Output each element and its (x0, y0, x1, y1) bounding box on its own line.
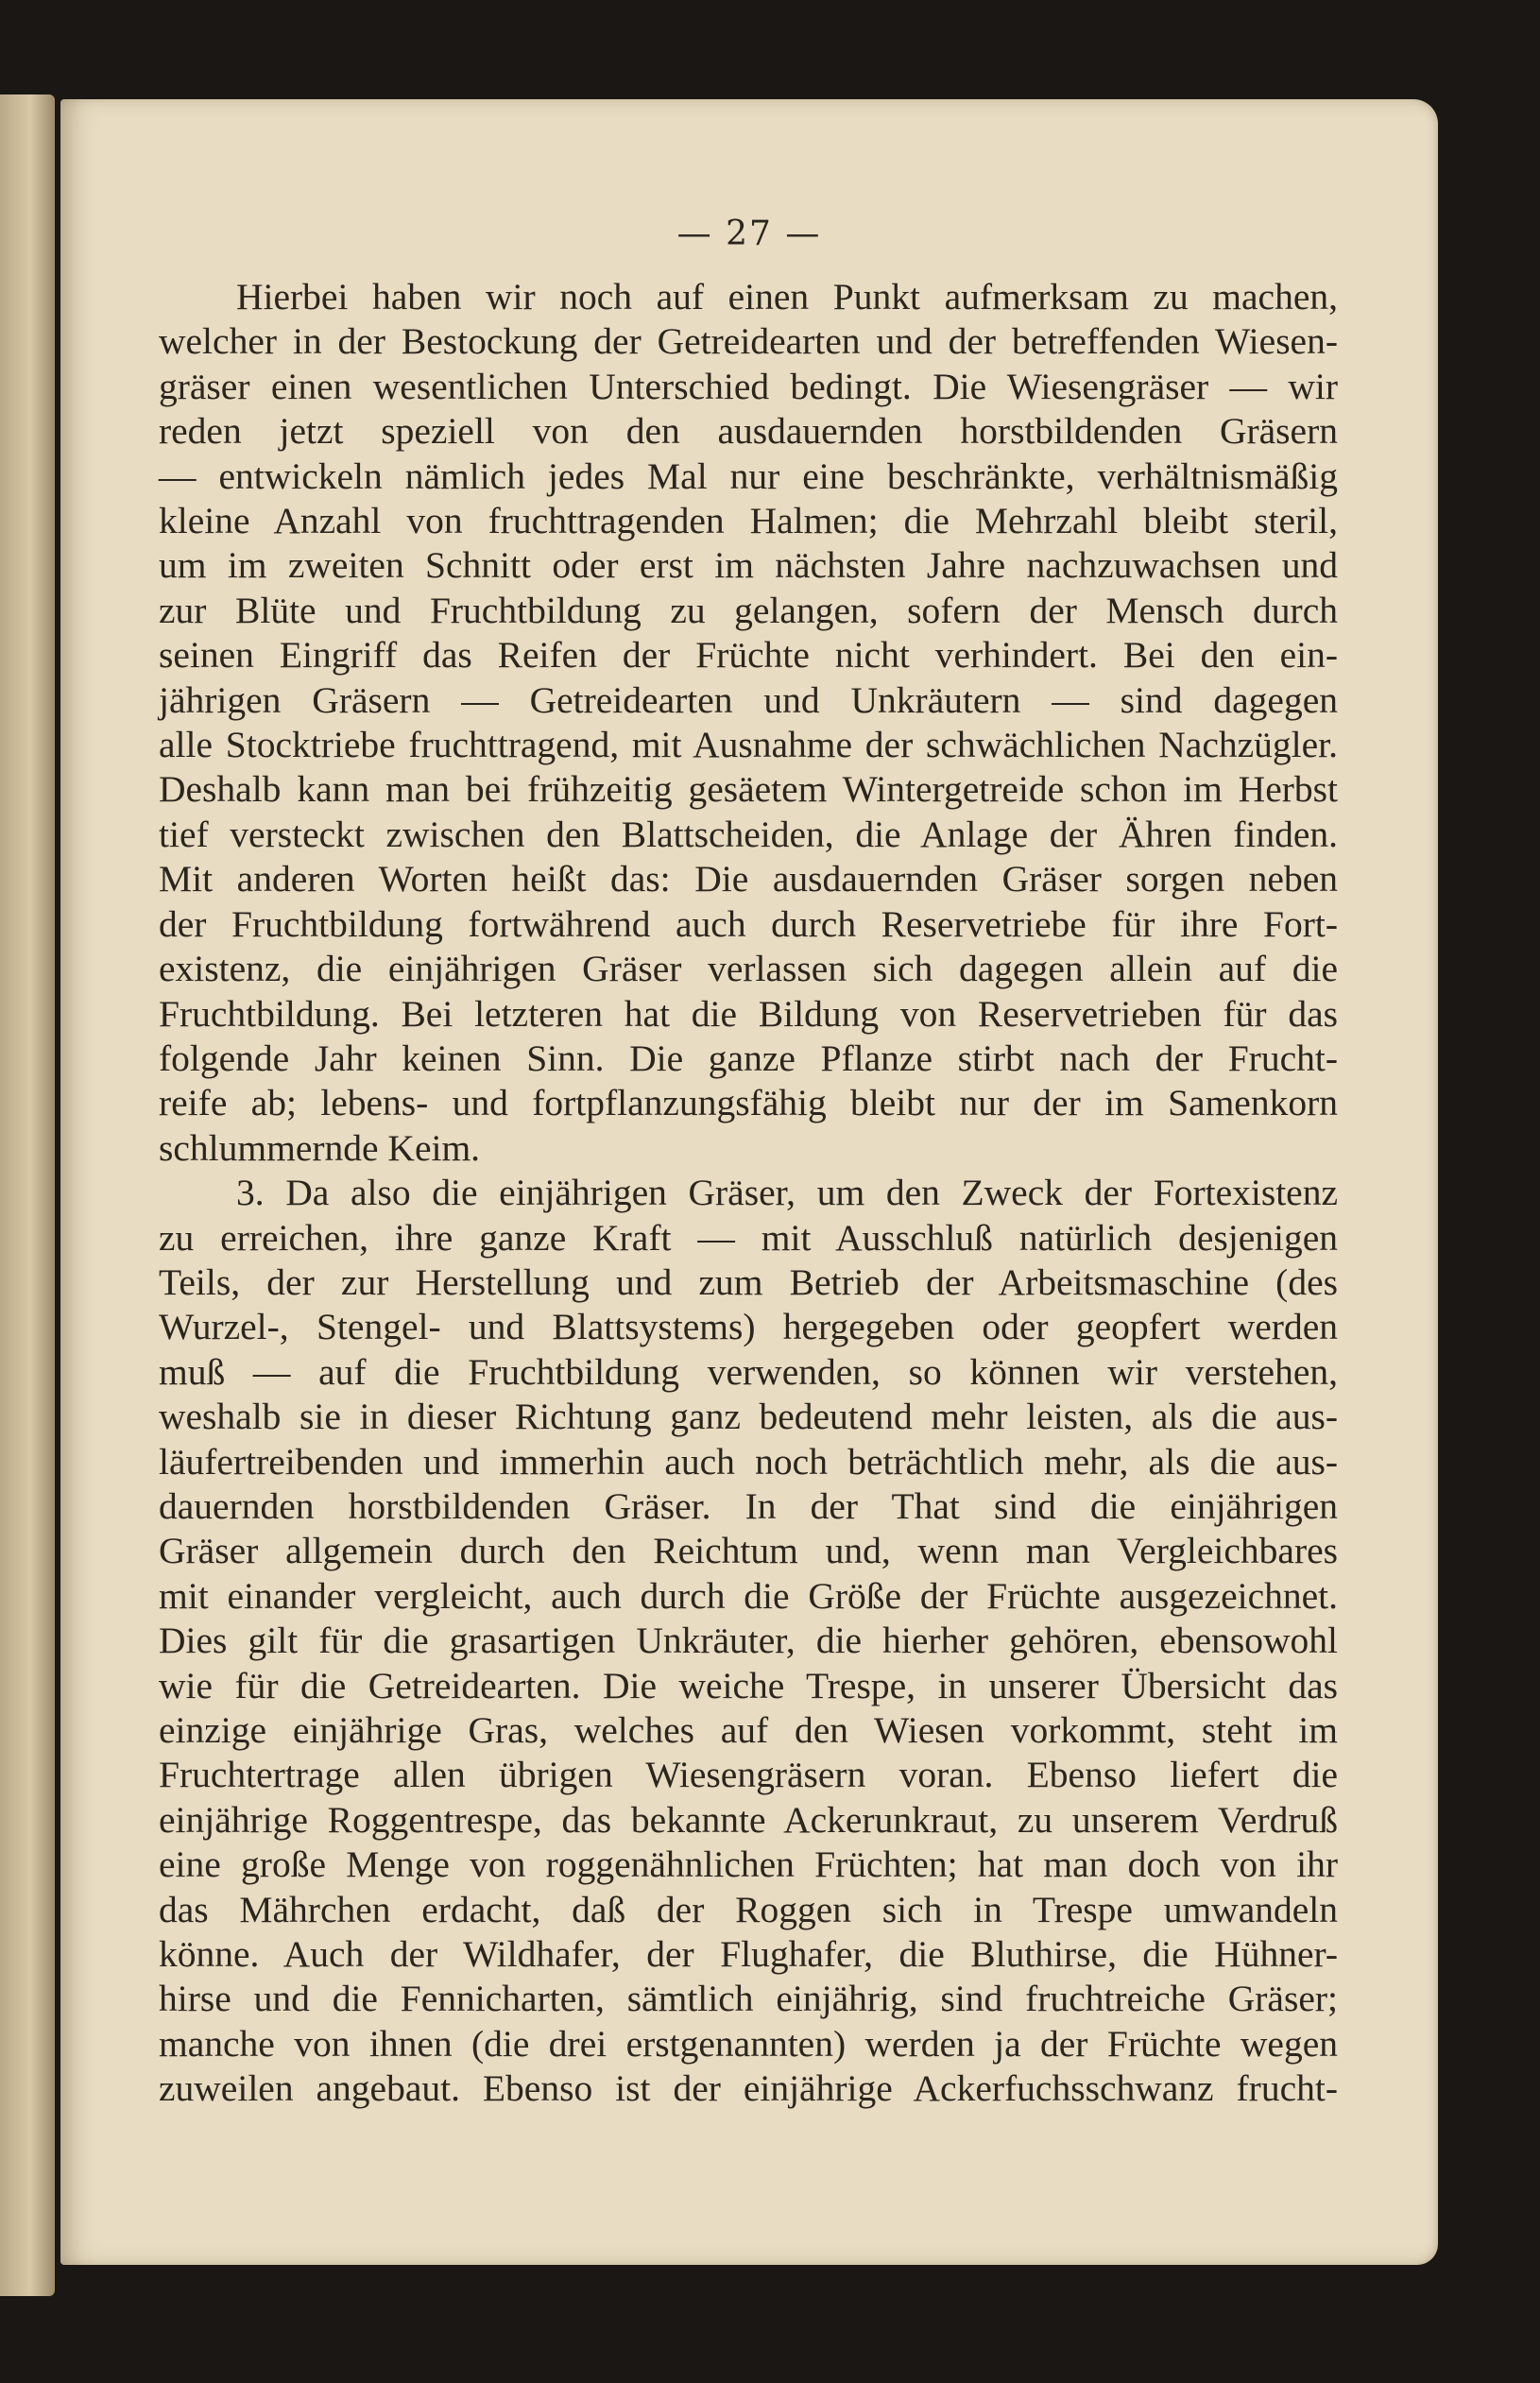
text-line: Fruchtbildung. Bei letzteren hat die Bildung von Reservetrieben für das (159, 992, 1338, 1035)
text-line: einjährige Roggentrespe, das bekannte Ackerunkraut, zu unserem Verdruß (159, 1798, 1338, 1841)
text-line: seinen Eingriff das Reifen der Früchte nicht verhindert. Bei den ein- (159, 634, 1338, 677)
text-line: weshalb sie in dieser Richtung ganz bedeutend mehr leisten, als die aus- (159, 1396, 1338, 1438)
text-line: kleine Anzahl von fruchttragenden Halmen; die Mehrzahl bleibt steril, (159, 500, 1338, 542)
text-line: wie für die Getreidearten. Die weiche Trespe, in unserer Übersicht das (159, 1664, 1338, 1706)
text-line: tief versteckt zwischen den Blattscheiden, die Anlage der Ähren finden. (159, 813, 1338, 855)
text-line: folgende Jahr keinen Sinn. Die ganze Pflanze stirbt nach der Frucht- (159, 1037, 1338, 1079)
text-line: hirse und die Fennicharten, sämtlich einjährig, sind fruchtreiche Gräser; (159, 1978, 1338, 2020)
text-line: gräser einen wesentlichen Unterschied bedingt. Die Wiesengräser — wir (159, 365, 1338, 407)
text-line: könne. Auch der Wildhafer, der Flughafer, die Bluthirse, die Hühner- (159, 1933, 1338, 1976)
text-line: dauernden horstbildenden Gräser. In der That sind die einjährigen (159, 1484, 1338, 1527)
text-line: einzige einjährige Gras, welches auf den Wiesen vorkommt, steht im (159, 1709, 1338, 1751)
text-line: jährigen Gräsern — Getreidearten und Unkräutern — sind dagegen (159, 678, 1338, 721)
text-line: Gräser allgemein durch den Reichtum und, wenn man Vergleichbares (159, 1530, 1338, 1572)
text-line: zur Blüte und Fruchtbildung zu gelangen, sofern der Mensch durch (159, 589, 1338, 631)
text-line: zu erreichen, ihre ganze Kraft — mit Ausschluß natürlich desjenigen (159, 1216, 1338, 1259)
text-line: läufertreibenden und immerhin auch noch beträchtlich mehr, als die aus- (159, 1440, 1338, 1483)
text-line: Dies gilt für die grasartigen Unkräuter, die hierher gehören, ebensowohl (159, 1620, 1338, 1662)
facing-page-edge (0, 94, 55, 2296)
text-line: reden jetzt speziell von den ausdauernden horstbildenden Gräsern (159, 410, 1338, 453)
text-line: Wurzel-, Stengel- und Blattsystems) hergegeben oder geopfert werden (159, 1306, 1338, 1348)
text-line: Mit anderen Worten heißt das: Die ausdauernden Gräser sorgen neben (159, 858, 1338, 900)
text-line: welcher in der Bestockung der Getreidearten und der betreffenden Wiesen- (159, 320, 1338, 363)
text-line: zuweilen angebaut. Ebenso ist der einjährige Ackerfuchsschwanz frucht- (159, 2067, 1338, 2110)
text-line: reife ab; lebens- und fortpflanzungsfähig bleibt nur der im Samenkorn (159, 1082, 1338, 1124)
text-line: — entwickeln nämlich jedes Mal nur eine beschränkte, verhältnismäßig (159, 454, 1338, 497)
text-line: schlummernde Keim. (159, 1126, 481, 1169)
text-line: mit einander vergleicht, auch durch die Größe der Früchte ausgezeichnet. (159, 1574, 1338, 1617)
page-number: — 27 — (676, 214, 822, 253)
text-line: 3. Da also die einjährigen Gräser, um den Zweck der Fortexistenz (236, 1172, 1338, 1214)
text-line: Fruchtertrage allen übrigen Wiesengräsern voran. Ebenso liefert die (159, 1754, 1338, 1796)
text-line: Teils, der zur Herstellung und zum Betrieb der Arbeitsmaschine (des (159, 1260, 1338, 1303)
text-line: manche von ihnen (die drei erstgenannten) werden ja der Früchte wegen (159, 2022, 1338, 2065)
text-line: eine große Menge von roggenähnlichen Früchten; hat man doch von ihr (159, 1843, 1338, 1886)
body-text (159, 275, 1338, 2112)
book-page (60, 99, 1438, 2265)
text-line: das Mährchen erdacht, daß der Roggen sich in Trespe umwandeln (159, 1888, 1338, 1930)
text-line: Deshalb kann man bei frühzeitig gesäetem Wintergetreide schon im Herbst (159, 768, 1338, 811)
text-line: Hierbei haben wir noch auf einen Punkt aufmerksam zu machen, (236, 276, 1338, 317)
text-line: alle Stocktriebe fruchttragend, mit Ausnahme der schwächlichen Nachzügler. (159, 724, 1338, 766)
text-line: der Fruchtbildung fortwährend auch durch Reservetriebe für ihre Fort- (159, 902, 1338, 945)
text-line: um im zweiten Schnitt oder erst im nächsten Jahre nachzuwachsen und (159, 544, 1338, 587)
text-line: muß — auf die Fruchtbildung verwenden, so können wir verstehen, (159, 1350, 1338, 1393)
text-line: existenz, die einjährigen Gräser verlassen sich dagegen allein auf die (159, 948, 1338, 990)
